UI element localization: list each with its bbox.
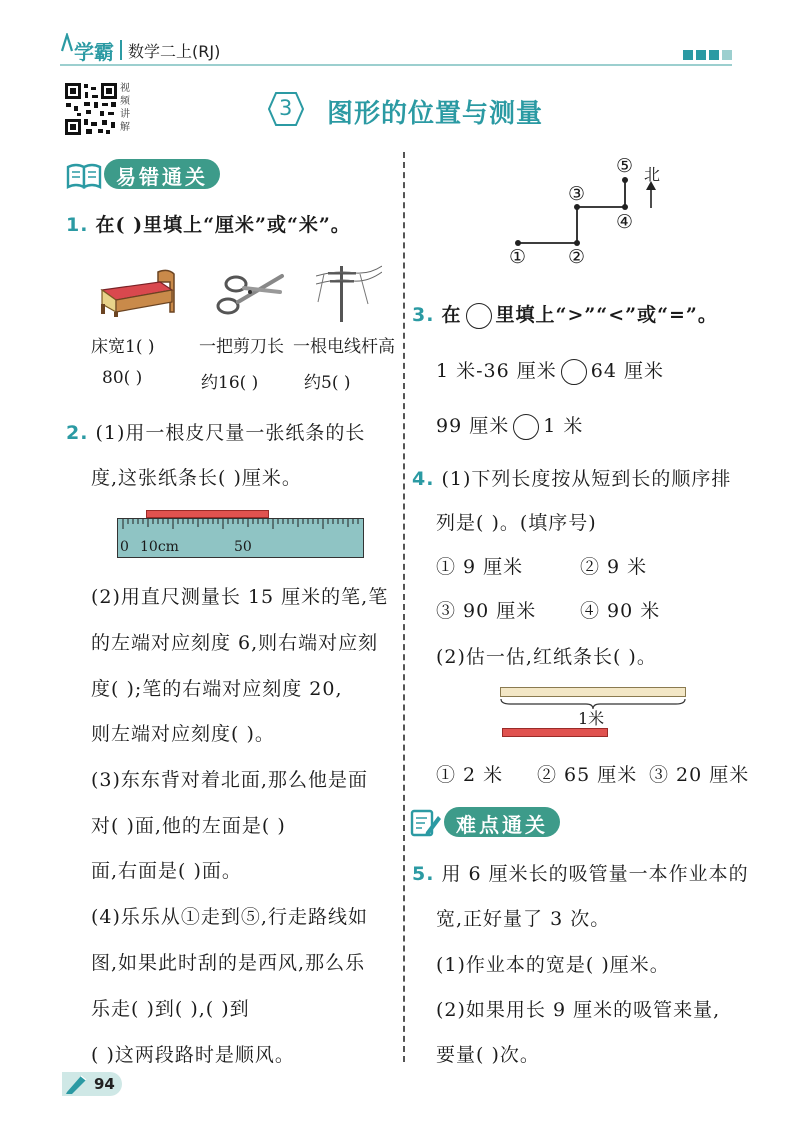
- q1-item-scissors-line2: 约16( ): [201, 373, 259, 393]
- header-rule: [60, 64, 732, 66]
- qr-code[interactable]: [64, 82, 118, 136]
- notebook-pencil-icon: [410, 808, 442, 838]
- brand-name: 学霸: [74, 40, 114, 64]
- scissors-icon: [214, 270, 286, 318]
- q5-line-5: 要量( )次。: [436, 1044, 540, 1066]
- q2-number: 2.: [66, 422, 89, 444]
- q4-part2: (2)估一估,红纸条长( )。: [436, 646, 657, 668]
- header-divider: [120, 40, 122, 60]
- section-hard-badge: 难点通关: [444, 807, 560, 837]
- chapter-title: 图形的位置与测量: [327, 99, 544, 129]
- q1-item-bed-line1: 床宽1( ): [91, 337, 155, 357]
- q3-row-2: 99 厘米 1 米: [436, 411, 583, 440]
- map-point-3: ③: [568, 183, 586, 205]
- q4-number: 4.: [412, 468, 435, 490]
- q2-part3-line-2: 对( )面,他的左面是( ): [91, 815, 286, 837]
- footer-page-tab: [62, 1072, 122, 1096]
- q2-line-2: 度,这张纸条长( )厘米。: [91, 467, 302, 489]
- qr-caption: 视 频 讲 解: [120, 83, 130, 133]
- q1-prompt: 在( )里填上“厘米”或“米”。: [95, 214, 351, 236]
- map-point-1: ①: [509, 246, 527, 268]
- chapter-number: 3: [279, 96, 293, 120]
- compare-circle-1[interactable]: [561, 359, 587, 385]
- chapter-number-badge: [268, 92, 304, 126]
- q4-line-1: 4. (1)下列长度按从短到长的顺序排: [412, 468, 732, 490]
- q2-part3-line-3: 面,右面是( )面。: [91, 860, 242, 882]
- book-icon: [66, 161, 102, 189]
- q5-line-4: (2)如果用长 9 厘米的吸管来量,: [436, 999, 721, 1021]
- q4-option-4: ④ 90 米: [580, 600, 661, 622]
- tape-label-50: 50: [234, 539, 252, 555]
- q5-number: 5.: [412, 863, 435, 885]
- header: [0, 0, 800, 70]
- q4-choice-3: ③ 20 厘米: [649, 764, 750, 786]
- q3-row-1: 1 米-36 厘米 64 厘米: [436, 356, 664, 385]
- north-label: 北: [644, 165, 661, 184]
- column-divider: [403, 152, 405, 1062]
- q2-part2-line-4: 则左端对应刻度( )。: [91, 723, 275, 745]
- q2-part4-line-1: (4)乐乐从①走到⑤,行走路线如: [91, 906, 368, 928]
- q4-option-3: ③ 90 厘米: [436, 600, 537, 622]
- q3-prompt-circle: [466, 303, 492, 329]
- red-strip: [502, 728, 608, 737]
- q2-part4-line-4: ( )这两段路时是顺风。: [91, 1044, 295, 1066]
- q2-part4-line-2: 图,如果此时刮的是西风,那么乐: [91, 952, 366, 974]
- map-point-4: ④: [616, 211, 634, 233]
- q4-choice-1: ① 2 米: [436, 764, 504, 786]
- utility-pole-icon: [316, 262, 382, 324]
- reference-strip-1m: [500, 687, 686, 697]
- q1-item-pole-line2: 约5( ): [304, 373, 351, 393]
- q5-line-3: (1)作业本的宽是( )厘米。: [436, 954, 670, 976]
- tape-label-0: 0: [120, 539, 129, 555]
- section-easy-badge: 易错通关: [104, 159, 220, 189]
- q1-item-scissors-line1: 一把剪刀长: [199, 337, 284, 357]
- pencil-icon: [64, 1073, 88, 1095]
- tape-label-10cm: 10cm: [140, 539, 179, 555]
- map-point-5: ⑤: [616, 155, 634, 177]
- q2-part3-line-1: (3)东东背对着北面,那么他是面: [91, 769, 368, 791]
- page-number: 94: [94, 1075, 115, 1093]
- compare-circle-2[interactable]: [513, 414, 539, 440]
- q2-part2-line-3: 度( );笔的右端对应刻度 20,: [91, 678, 343, 700]
- red-paper-strip: [146, 510, 269, 518]
- route-map: [505, 150, 685, 275]
- brand-icon: [60, 33, 74, 53]
- q4-option-2: ② 9 米: [580, 556, 648, 578]
- ref-label: 1米: [578, 709, 605, 728]
- q3-line: 3. 在 里填上“>”“<”或“=”。: [412, 300, 718, 329]
- q2-line-1: 2. (1)用一根皮尺量一张纸条的长: [66, 422, 366, 444]
- q1-item-bed-line2: 80( ): [102, 368, 143, 388]
- book-title: 数学二上(RJ): [128, 42, 221, 61]
- q4-choice-2: ② 65 厘米: [537, 764, 638, 786]
- q2-part4-line-3: 乐走( )到( ),( )到: [91, 998, 250, 1020]
- q5-line-1: 5. 用 6 厘米长的吸管量一本作业本的: [412, 863, 749, 885]
- bed-icon: [98, 268, 178, 318]
- tape-measure: [117, 518, 364, 558]
- q1-item-pole-line1: 一根电线杆高: [293, 337, 395, 357]
- map-point-2: ②: [568, 246, 586, 268]
- q2-part2-line-1: (2)用直尺测量长 15 厘米的笔,笔: [91, 586, 389, 608]
- q5-line-2: 宽,正好量了 3 次。: [436, 908, 611, 930]
- q2-part2-line-2: 的左端对应刻度 6,则右端对应刻: [91, 632, 379, 654]
- q1-line: [66, 210, 351, 237]
- header-squares: [683, 50, 733, 60]
- q3-number: 3.: [412, 304, 435, 326]
- q1-number: 1.: [66, 214, 89, 236]
- q4-line-2: 列是( )。(填序号): [436, 512, 597, 534]
- q4-option-1: ① 9 厘米: [436, 556, 524, 578]
